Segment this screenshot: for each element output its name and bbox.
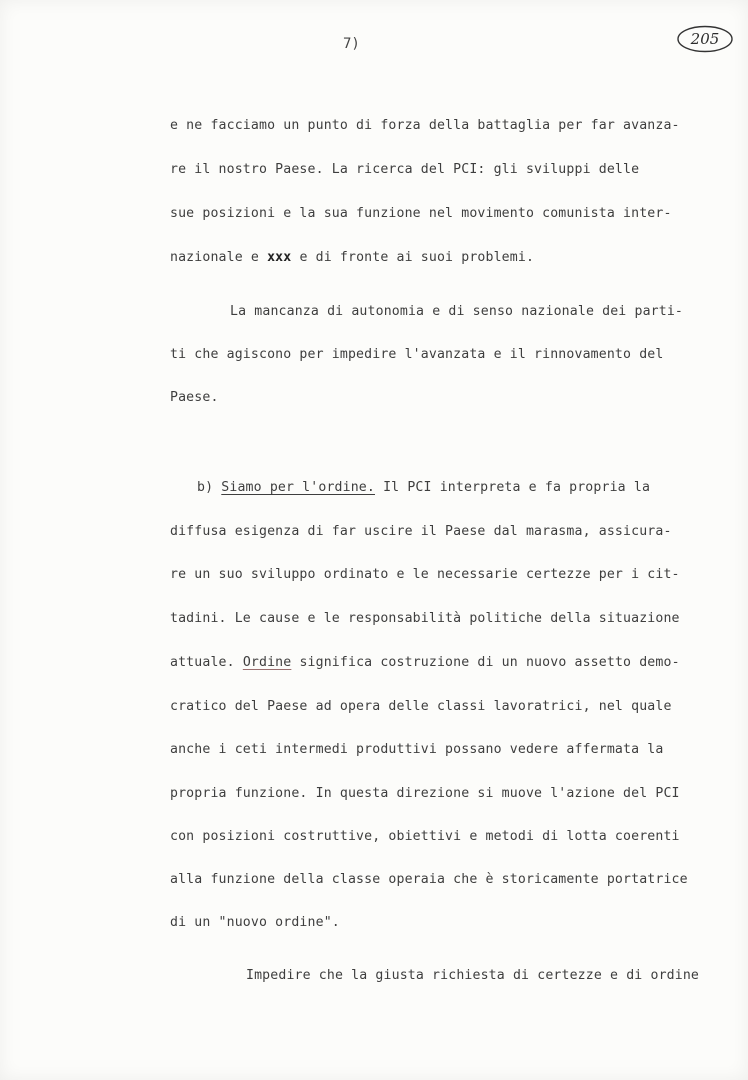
text-line-12-end: significa costruzione di un nuovo assetto demo-: [291, 655, 680, 670]
text-line-3: sue posizioni e la sua funzione nel movimento comunista inter-: [170, 206, 672, 221]
text-line-7: Paese.: [170, 390, 219, 405]
text-line-10: re un suo sviluppo ordinato e le necessarie certezze per i cit-: [170, 567, 680, 582]
text-line-4-end: e di fronte ai suoi problemi.: [291, 250, 535, 265]
section-letter: b): [197, 480, 222, 495]
text-line-4-start: nazionale e: [170, 250, 268, 265]
page-number: 7): [343, 36, 360, 52]
overstruck-word: xxx: [267, 250, 292, 265]
text-line-12: [170, 655, 680, 670]
text-line-5: La mancanza di autonomia e di senso nazionale dei parti-: [230, 304, 684, 319]
text-line-9: diffusa esigenza di far uscire il Paese dal marasma, assicura-: [170, 524, 672, 539]
text-line-8-end: Il PCI interpreta e fa propria la: [374, 480, 651, 495]
text-line-2: re il nostro Paese. La ricerca del PCI: gli sviluppi delle: [170, 162, 640, 177]
text-line-12-start: attuale.: [170, 655, 243, 670]
text-line-6: ti che agiscono per impedire l'avanzata e il rinnovamento del: [170, 347, 664, 362]
section-heading-underlined: Siamo per l'ordine.: [221, 480, 375, 495]
text-line-11: tadini. Le cause e le responsabilità politiche della situazione: [170, 611, 680, 626]
stamp-number: 205: [690, 30, 720, 48]
text-line-17: alla funzione della classe operaia che è storicamente portatrice: [170, 872, 688, 887]
text-line-19: Impedire che la giusta richiesta di certezze e di ordine: [246, 968, 700, 983]
archive-stamp: [675, 24, 735, 54]
text-line-13: cratico del Paese ad opera delle classi lavoratrici, nel quale: [170, 699, 672, 714]
text-line-14: anche i ceti intermedi produttivi possano vedere affermata la: [170, 742, 664, 757]
underlined-word-ordine: Ordine: [242, 655, 292, 670]
text-line-4: [170, 250, 534, 265]
text-line-15: propria funzione. In questa direzione si muove l'azione del PCI: [170, 786, 680, 801]
text-line-8: [197, 480, 650, 495]
text-line-16: con posizioni costruttive, obiettivi e metodi di lotta coerenti: [170, 829, 680, 844]
text-line-18: di un "nuovo ordine".: [170, 915, 340, 930]
text-line-1: e ne facciamo un punto di forza della battaglia per far avanza-: [170, 118, 680, 133]
